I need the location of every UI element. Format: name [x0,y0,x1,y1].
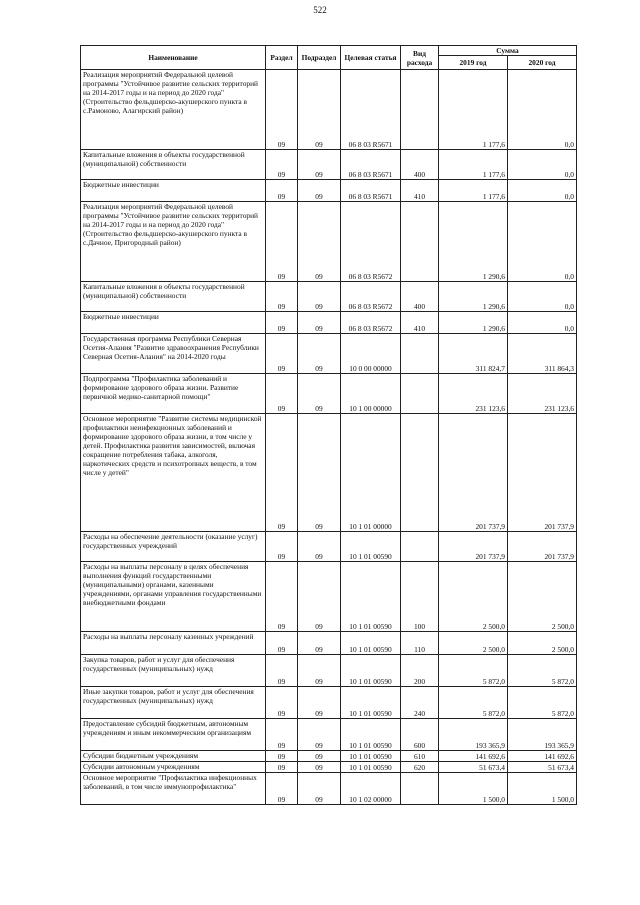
row-target-article: 10 1 01 00590 [341,762,401,773]
row-sum-2019: 51 673,4 [439,762,508,773]
table-row [81,202,577,282]
row-target-article: 06 8 03 R5671 [341,70,401,150]
row-expense-type: 410 [401,180,439,202]
row-section: 09 [266,282,298,312]
row-sum-2019: 2 500,0 [439,562,508,632]
row-sum-2019: 1 177,6 [439,150,508,180]
row-sum-2020: 2 500,0 [508,562,577,632]
row-sum-2020: 193 365,9 [508,719,577,751]
row-sum-2020: 141 692,6 [508,751,577,762]
row-name: Капитальные вложения в объекты государственной (муниципальной) собственности [81,282,266,312]
row-subsection: 09 [298,334,341,374]
row-sum-2019: 193 365,9 [439,719,508,751]
row-target-article: 06 8 03 R5672 [341,202,401,282]
row-subsection: 09 [298,374,341,414]
row-expense-type [401,70,439,150]
row-subsection: 09 [298,202,341,282]
table-row [81,562,577,632]
row-subsection: 09 [298,282,341,312]
row-section: 09 [266,751,298,762]
row-subsection: 09 [298,719,341,751]
row-subsection: 09 [298,70,341,150]
row-expense-type: 410 [401,312,439,334]
row-sum-2019: 201 737,9 [439,414,508,532]
table-body [81,70,577,805]
header-subsection: Подраздел [298,46,341,70]
row-sum-2020: 0,0 [508,150,577,180]
row-target-article: 10 1 01 00590 [341,719,401,751]
header-sum: Сумма [439,46,577,56]
header-expense-type: Вид расхода [401,46,439,70]
row-sum-2020: 0,0 [508,70,577,150]
row-sum-2019: 1 290,6 [439,202,508,282]
page-number: 522 [313,5,327,15]
row-sum-2020: 311 864,3 [508,334,577,374]
row-name: Расходы на выплаты персоналу в целях обеспечения выполнения функций государственными (муниципальными) органами, казенными учреждениями, органами управления государственными внебюджетными фондами [81,562,266,632]
header-name: Наименование [81,46,266,70]
row-expense-type: 110 [401,632,439,655]
row-target-article: 10 0 00 00000 [341,334,401,374]
row-expense-type [401,532,439,562]
row-sum-2020: 201 737,9 [508,532,577,562]
row-sum-2019: 231 123,6 [439,374,508,414]
row-sum-2020: 51 673,4 [508,762,577,773]
row-target-article: 10 1 01 00590 [341,632,401,655]
row-target-article: 10 1 00 00000 [341,374,401,414]
row-expense-type: 610 [401,751,439,762]
row-section: 09 [266,150,298,180]
row-sum-2020: 0,0 [508,180,577,202]
row-name: Закупка товаров, работ и услуг для обеспечения государственных (муниципальных) нужд [81,655,266,687]
row-expense-type: 600 [401,719,439,751]
row-name: Иные закупки товаров, работ и услуг для обеспечения государственных (муниципальных) нужд [81,687,266,719]
table-row [81,773,577,805]
header-year-2020: 2020 год [508,56,577,70]
row-section: 09 [266,562,298,632]
table-row [81,719,577,751]
row-sum-2019: 201 737,9 [439,532,508,562]
row-target-article: 06 8 03 R5672 [341,312,401,334]
header-year-2019: 2019 год [439,56,508,70]
row-name: Реализация мероприятий Федеральной целевой программы "Устойчивое развитие сельских территорий на 2014-2017 годы и на период до 2020 года" (Строительство фельдшерско-акушерского пункта в с.Рамоново, Алагирский район) [81,70,266,150]
row-name: Расходы на выплаты персоналу казенных учреждений [81,632,266,655]
row-name: Бюджетные инвестиции [81,312,266,334]
table-row [81,762,577,773]
row-sum-2019: 5 872,0 [439,655,508,687]
row-name: Основное мероприятие "Профилактика инфекционных заболеваний, в том числе иммунопрофилактика" [81,773,266,805]
row-section: 09 [266,687,298,719]
row-sum-2020: 5 872,0 [508,687,577,719]
row-sum-2019: 1 177,6 [439,180,508,202]
row-subsection: 09 [298,150,341,180]
row-sum-2019: 311 824,7 [439,334,508,374]
row-sum-2019: 1 290,6 [439,312,508,334]
row-subsection: 09 [298,751,341,762]
table-row [81,374,577,414]
row-subsection: 09 [298,532,341,562]
row-sum-2020: 0,0 [508,282,577,312]
row-target-article: 06 8 03 R5672 [341,282,401,312]
row-subsection: 09 [298,180,341,202]
row-expense-type [401,773,439,805]
row-name: Предоставление субсидий бюджетным, автономным учреждениям и иным некоммерческим организациям [81,719,266,751]
table-row [81,150,577,180]
row-sum-2019: 1 500,0 [439,773,508,805]
row-section: 09 [266,312,298,334]
row-expense-type: 620 [401,762,439,773]
row-section: 09 [266,773,298,805]
table-row [81,180,577,202]
row-target-article: 06 8 03 R5671 [341,150,401,180]
row-subsection: 09 [298,773,341,805]
row-section: 09 [266,202,298,282]
row-name: Субсидии бюджетным учреждениям [81,751,266,762]
row-sum-2020: 1 500,0 [508,773,577,805]
row-target-article: 06 8 03 R5671 [341,180,401,202]
row-expense-type [401,374,439,414]
budget-table [80,45,577,805]
row-target-article: 10 1 02 00000 [341,773,401,805]
row-name: Основное мероприятие "Развитие системы медицинской профилактики неинфекционных заболеваний и формирование здорового образа жизни, в том числе у детей. Профилактика развития зависимостей, включая сокращение потребления табака, алкоголя, наркотических средств и психотропных веществ, в том числе у детей" [81,414,266,532]
row-name: Бюджетные инвестиции [81,180,266,202]
row-section: 09 [266,762,298,773]
row-target-article: 10 1 01 00000 [341,414,401,532]
row-name: Расходы на обеспечение деятельности (оказание услуг) государственных учреждений [81,532,266,562]
row-target-article: 10 1 01 00590 [341,687,401,719]
row-sum-2020: 0,0 [508,202,577,282]
row-name: Подпрограмма "Профилактика заболеваний и формирование здорового образа жизни. Развитие первичной медико-санитарной помощи" [81,374,266,414]
row-section: 09 [266,655,298,687]
table-row [81,312,577,334]
table-row [81,687,577,719]
row-section: 09 [266,180,298,202]
row-section: 09 [266,70,298,150]
table-row [81,655,577,687]
row-expense-type: 400 [401,150,439,180]
row-subsection: 09 [298,687,341,719]
row-section: 09 [266,374,298,414]
row-target-article: 10 1 01 00590 [341,532,401,562]
row-expense-type: 200 [401,655,439,687]
row-sum-2019: 141 692,6 [439,751,508,762]
table-row [81,70,577,150]
table-header [81,46,577,70]
row-expense-type: 100 [401,562,439,632]
header-target-article: Целевая статья [341,46,401,70]
row-sum-2019: 5 872,0 [439,687,508,719]
row-target-article: 10 1 01 00590 [341,655,401,687]
row-section: 09 [266,334,298,374]
table-row [81,334,577,374]
table-row [81,282,577,312]
row-target-article: 10 1 01 00590 [341,562,401,632]
row-subsection: 09 [298,655,341,687]
row-subsection: 09 [298,562,341,632]
row-sum-2020: 5 872,0 [508,655,577,687]
row-name: Капитальные вложения в объекты государственной (муниципальной) собственности [81,150,266,180]
row-sum-2019: 1 290,6 [439,282,508,312]
row-sum-2020: 201 737,9 [508,414,577,532]
row-subsection: 09 [298,312,341,334]
row-expense-type: 240 [401,687,439,719]
table-row [81,632,577,655]
row-name: Государственная программа Республики Северная Осетия-Алания "Развитие здравоохранения Республики Северная Осетия-Алания" на 2014-2020 годы [81,334,266,374]
row-sum-2019: 1 177,6 [439,70,508,150]
table-row [81,751,577,762]
row-expense-type: 400 [401,282,439,312]
row-subsection: 09 [298,762,341,773]
row-sum-2020: 2 500,0 [508,632,577,655]
table-row [81,532,577,562]
row-expense-type [401,414,439,532]
header-section: Раздел [266,46,298,70]
row-section: 09 [266,719,298,751]
row-sum-2020: 231 123,6 [508,374,577,414]
row-section: 09 [266,414,298,532]
row-section: 09 [266,532,298,562]
row-name: Субсидии автономным учреждениям [81,762,266,773]
table-row [81,414,577,532]
row-subsection: 09 [298,632,341,655]
row-sum-2020: 0,0 [508,312,577,334]
row-sum-2019: 2 500,0 [439,632,508,655]
row-expense-type [401,334,439,374]
row-expense-type [401,202,439,282]
row-subsection: 09 [298,414,341,532]
row-target-article: 10 1 01 00590 [341,751,401,762]
row-section: 09 [266,632,298,655]
row-name: Реализация мероприятий Федеральной целевой программы "Устойчивое развитие сельских территорий на 2014-2017 годы и на период до 2020 года" (Строительство фельдшерско-акушерского пункта в с.Дачное, Пригородный район) [81,202,266,282]
